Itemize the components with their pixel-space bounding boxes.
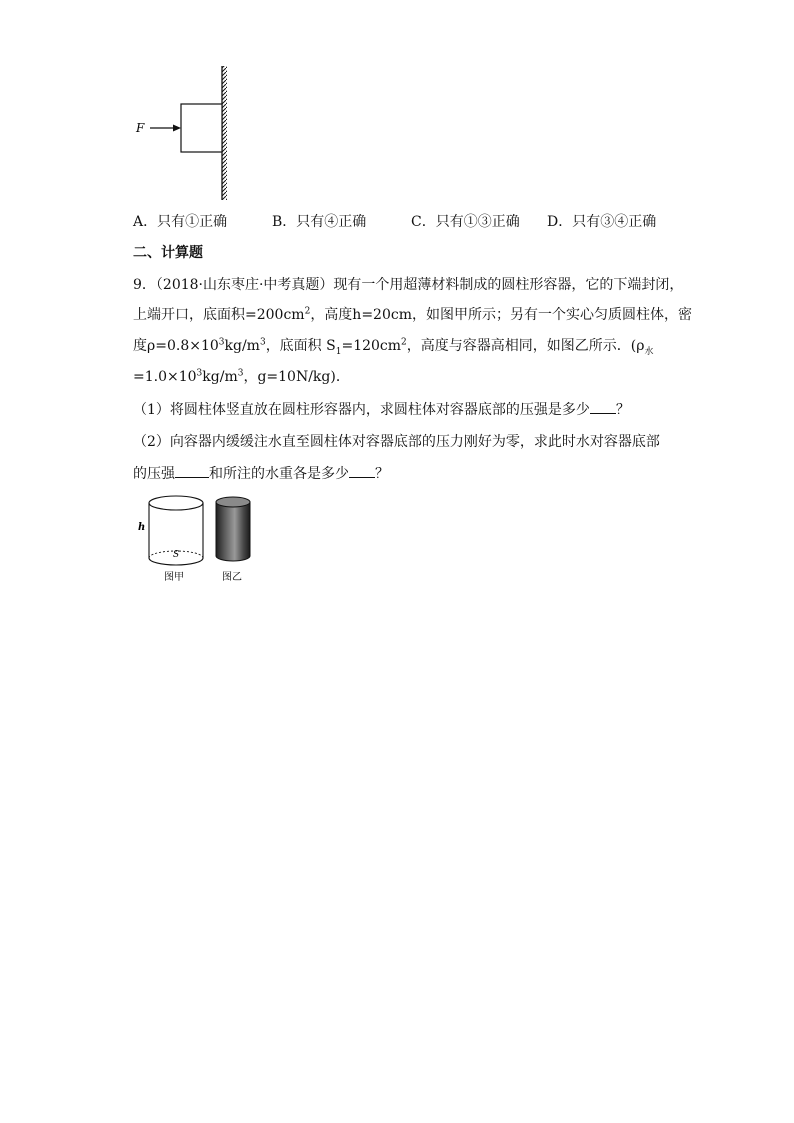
force-label: F [136,121,145,135]
option-a: A．只有①正确 [133,214,228,230]
question-2-line-2: 的压强 和所注的水重各是多少 ？ [133,463,389,484]
answer-blank-2[interactable] [175,463,209,478]
force-arrow-head [173,125,181,132]
option-c: C．只有①③正确 [411,214,520,230]
answer-blank-1[interactable] [590,399,616,414]
caption-yi: 图乙 [222,572,242,583]
section-heading: 二、计算题 [133,245,203,261]
answer-blank-3[interactable] [349,463,375,478]
force-wall-figure [130,64,240,204]
answer-options [133,211,693,231]
option-d: D．只有③④正确 [547,214,657,230]
question-2-line-1: （2）向容器内缓缓注水直至圆柱体对容器底部的压力刚好为零，求此时水对容器底部 [133,434,660,450]
wall-hatching [222,66,227,200]
problem-line-4: $=1.0\times 10^3kg/m^3$，g=10N/kg)． [133,368,350,385]
question-1: （1）将圆柱体竖直放在圆柱形容器内，求圆柱体对容器底部的压强是多少 ？ [133,399,630,420]
area-label: S [173,550,180,560]
problem-line-2: 上端开口，底面积$=200cm^2$，高度h=20cm，如图甲所示；另有一个实心匀质圆柱体，密 [133,306,692,323]
problem-line-1: 9．（2018·山东枣庄·中考真题）现有一个用超薄材料制成的圆柱形容器，它的下端封闭， [133,277,684,293]
problem-line-3: 度$\rho=0.8\times 10^3kg/m^3$，底面积 $S_1=120cm^2$，高度与容器高相同，如图乙所示．($\rho_水$ [133,337,654,357]
height-label: h [138,522,146,533]
cylinders-figure [134,490,264,588]
solid-cylinder [216,497,250,561]
caption-jia: 图甲 [164,572,184,583]
block [181,104,222,152]
option-b: B．只有④正确 [272,214,367,230]
